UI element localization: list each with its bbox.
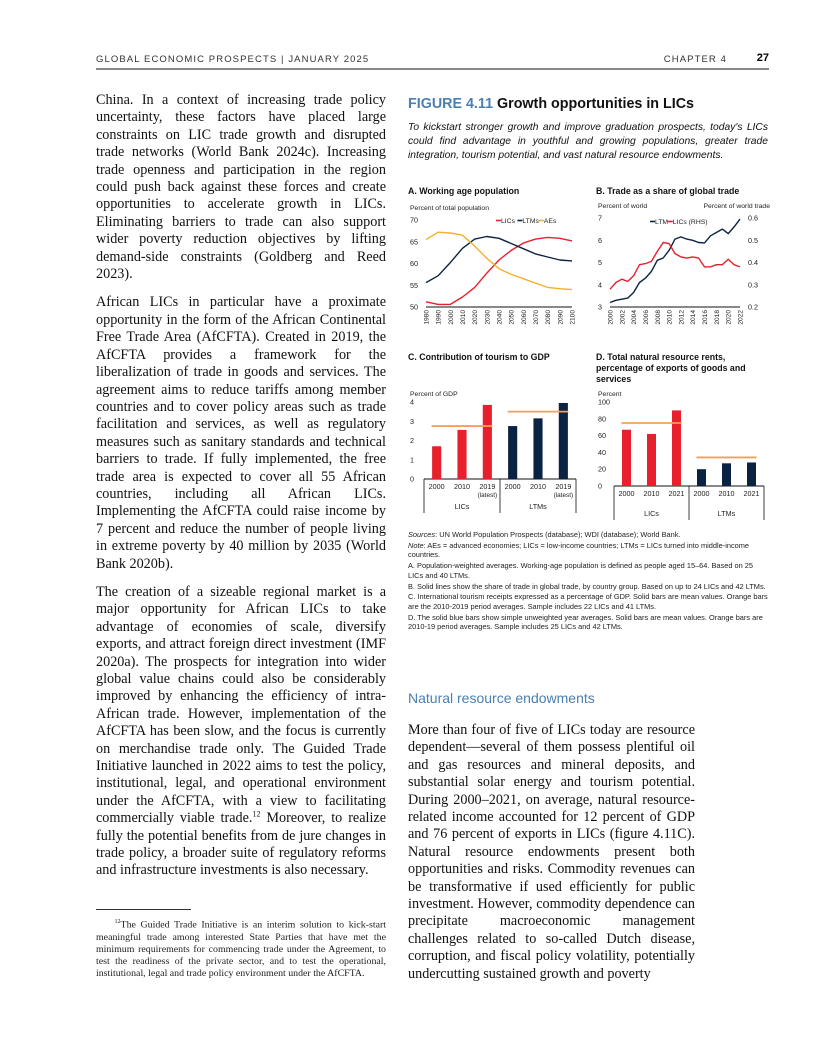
y-tick-label: 4	[598, 280, 602, 290]
legend-label: LTM	[655, 219, 669, 226]
x-tick-label: 2000	[618, 489, 635, 498]
sources-line	[408, 530, 768, 540]
y-tick-label-right: 0.2	[748, 302, 758, 312]
x-tick-label: 2022	[737, 310, 745, 325]
x-tick-sublabel: (latest)	[553, 492, 574, 499]
y-tick-label: 4	[410, 397, 414, 407]
bar-lics-2010	[647, 434, 656, 486]
x-tick-label: 2004	[631, 310, 639, 325]
x-tick-label: 2040	[496, 310, 504, 325]
paragraph: China. In a context of increasing trade policy uncertainty, these factors have placed large constraints on LIC trade growth and disrupted trade networks (World Bank 2024c). Increasing trade openness and participation in the region could push back against these forces and create opportunities to accelerate growth in LICs. Eliminating barriers to trade can also support wider poverty reduction objectives by lifting demand-side constraints (Goldberg and Reed 2023).	[96, 92, 386, 283]
x-tick-label: 2019	[479, 482, 496, 491]
figure-number: FIGURE 4.11	[408, 96, 494, 112]
legend-label: LTMs	[522, 218, 539, 225]
x-tick-label: 2010	[460, 310, 467, 325]
x-tick-label: 2000	[693, 489, 710, 498]
group-label: LICs	[454, 502, 470, 511]
bar-lics-2000	[622, 430, 631, 486]
paragraph-text: Moreover, to realize fully the potential benefits from de jure changes in trade policy, a broader suite of regulatory reforms and infrastructure investments is also necessary.	[96, 810, 386, 879]
figure-title	[408, 96, 694, 112]
group-label: LTMs	[529, 502, 547, 511]
bar-ltms-2000	[508, 426, 517, 479]
series-line-lics-rhs-	[610, 243, 740, 290]
y-tick-label: 0	[598, 481, 602, 491]
y-axis-label: Percent of total population	[410, 205, 489, 212]
x-tick-label: 2019	[555, 482, 572, 491]
bar-lics-2021	[672, 410, 681, 486]
y-tick-label-right: 0.3	[748, 280, 758, 290]
bar-ltms-2021	[747, 462, 756, 486]
y-tick-label: 100	[598, 397, 610, 407]
x-tick-label: 2012	[678, 310, 686, 325]
x-tick-label: 2100	[569, 310, 577, 325]
x-tick-label: 2006	[642, 310, 650, 325]
y-tick-label: 20	[598, 464, 606, 474]
figure-subtitle: To kickstart stronger growth and improve graduation prospects, today's LICs could find advantage in youthful and growing populations, greater trade integration, tourism potential, and vast natural resource endowments.	[408, 122, 768, 161]
bar-lics-2019	[483, 405, 492, 479]
chart-c	[404, 382, 584, 532]
note-c: C. International tourism receipts expressed as a percentage of GDP. Solid bars are mean values. Orange bars are the 2010-2019 period averages. Sample includes 22 LICs and 41 LTMs.	[408, 592, 768, 611]
x-tick-label: 2008	[654, 310, 662, 325]
y-tick-label: 70	[410, 215, 418, 225]
bar-lics-2010	[457, 430, 466, 479]
x-tick-label: 2020	[725, 310, 733, 325]
chapter-label: CHAPTER 4	[663, 54, 727, 65]
section-heading: Natural resource endowments	[408, 690, 595, 706]
x-tick-label: 2080	[545, 310, 553, 325]
x-tick-label: 2070	[533, 310, 540, 325]
x-tick-label: 2090	[557, 310, 565, 325]
x-tick-label: 2018	[713, 310, 721, 325]
left-column	[96, 92, 386, 891]
y-tick-label: 55	[410, 280, 418, 290]
x-tick-label: 2010	[643, 489, 660, 498]
y-tick-label: 7	[598, 213, 602, 223]
x-tick-label: 2016	[702, 310, 710, 325]
x-tick-label: 2021	[668, 489, 685, 498]
y-axis-label: Percent of GDP	[410, 391, 458, 398]
group-label: LTMs	[717, 509, 736, 518]
y-tick-label: 40	[598, 447, 606, 457]
chart-a	[404, 200, 584, 350]
bar-ltms-2010	[533, 418, 542, 479]
x-tick-label: 2000	[607, 310, 615, 325]
panel-b	[596, 186, 771, 325]
panel-c	[408, 352, 583, 511]
x-tick-label: 2010	[454, 482, 470, 491]
sources-text: : UN World Population Prospects (database); WDI (database); World Bank.	[435, 530, 681, 539]
y-tick-label-right: 0.4	[748, 258, 758, 267]
note-label: Note	[408, 540, 424, 550]
note-line	[408, 541, 768, 560]
x-tick-label: 1980	[423, 310, 431, 325]
legend-label: LICs (RHS)	[672, 219, 708, 226]
running-header	[96, 52, 769, 68]
x-tick-label: 2010	[718, 489, 735, 498]
x-tick-label: 2010	[530, 482, 546, 491]
x-tick-label: 2000	[504, 482, 521, 491]
group-label: LICs	[644, 509, 659, 518]
panel-a	[408, 186, 583, 325]
footnote	[96, 916, 386, 980]
footnote-marker: 12	[114, 919, 121, 925]
y-tick-label: 80	[598, 414, 606, 424]
x-tick-label: 2030	[484, 310, 492, 325]
x-tick-label: 2020	[472, 310, 480, 325]
figure-title-text: Growth opportunities in LICs	[497, 96, 694, 112]
y-tick-label: 3	[598, 302, 602, 312]
note-a: A. Population-weighted averages. Working-age population is defined as people aged 15–64. Based on 25 LICs and 40 LTMs.	[408, 561, 754, 580]
y-tick-label: 1	[410, 455, 414, 465]
footnote-text: The Guided Trade Initiative is an interim solution to kick-start meaningful trade among interested State Parties that have met the minimum requirements for commencing trade under the Agreement, to test the readiness of the private sector, and to test the operational, institutional, legal and trade policy environment under the AfCFTA.	[96, 919, 387, 980]
panel-c-title: C. Contribution of tourism to GDP	[408, 352, 550, 362]
panel-d	[596, 352, 768, 518]
y-axis-label-right: Percent of world trade	[703, 203, 770, 210]
y-tick-label: 6	[598, 235, 602, 245]
x-tick-label: 2050	[508, 310, 516, 325]
paragraph	[96, 584, 386, 880]
figure-notes	[408, 530, 768, 633]
paragraph-text: The creation of a sizeable regional market is a major opportunity for African LICs to take advantage of economies of scale, diversify exports, and attract foreign direct investment (IMF 2020a). The prospects for integration into wider global value chains could also be considerably improved by enhancing the efficiency of intra-African trade. However, implementation of the AfCFTA has been slow, and the focus is currently on merchandise trade only. The Guided Trade Initiative launched in 2022 aims to test the policy, institutional, legal, and operational environment under the AfCFTA, with a view to facilitating commercially viable trade.	[96, 583, 386, 827]
y-tick-label: 3	[410, 416, 414, 426]
x-tick-label: 2014	[690, 310, 698, 325]
right-column	[408, 722, 695, 983]
note-b: B. Solid lines show the share of trade in global trade, by country group. Based on up to 24 LICs and 42 LTMs.	[408, 581, 766, 591]
page-number: 27	[756, 52, 769, 64]
running-title: GLOBAL ECONOMIC PROSPECTS | JANUARY 2025	[96, 54, 370, 65]
bar-ltms-2019	[559, 403, 568, 479]
x-tick-label: 1990	[435, 310, 443, 325]
chart-d	[592, 382, 772, 532]
panel-b-title: B. Trade as a share of global trade	[596, 186, 740, 196]
chart-b	[592, 200, 772, 350]
legend-label: LICs	[501, 218, 515, 225]
note-d: D. The solid blue bars show simple unweighted year averages. Solid bars are mean values. Orange bars are 2010-19 period averages. Sample includes 25 LICs and 42 LTMs.	[408, 612, 763, 632]
y-tick-label-right: 0.6	[748, 213, 758, 223]
y-axis-label: Percent	[598, 391, 622, 398]
y-tick-label: 60	[410, 259, 418, 268]
y-tick-label: 0	[410, 474, 414, 484]
y-tick-label: 65	[410, 237, 418, 247]
footnote-reference[interactable]: 12	[252, 809, 261, 819]
paragraph: African LICs in particular have a proximate opportunity in the form of the African Continental Free Trade Area (AfCFTA). Created in 2019, the AfCFTA provides a framework for the liberalization of trade in goods and services. The agreement aims to reduce tariffs among member countries and to cover policy areas such as trade facilitation and services, as well as regulatory measures such as sanitary standards and technical barriers to trade. If fully implemented, the free trade area is expected to cover all 55 African countries, including all African LICs. Implementing the AfCFTA could raise income by 7 percent and reduce the number of people living in extreme poverty by 40 million by 2035 (World Bank 2020b).	[96, 294, 386, 572]
x-tick-label: 2010	[666, 310, 674, 325]
bar-ltms-2000	[697, 469, 706, 486]
x-tick-label: 2002	[619, 310, 627, 325]
series-line-ltm	[610, 219, 740, 302]
y-tick-label-right: 0.5	[748, 235, 758, 245]
bar-lics-2000	[432, 446, 441, 479]
paragraph: More than four of five of LICs today are resource dependent—several of them possess plentiful oil and gas resources and mineral deposits, and substantial solar energy and tourism potential. During 2000–2021, on average, natural resource-related income accounted for 12 percent of GDP and 76 percent of exports in LICs (figure 4.11C). Natural resource endowments present both opportunities and risks. Commodity revenues can be transformative if used efficiently for public investment. However, commodity dependence can precipitate macroeconomic management challenges related to so-called Dutch disease, corruption, and fiscal policy volatility, potentially undercutting sustained growth and poverty	[408, 722, 695, 982]
series-line-lics	[426, 237, 572, 304]
y-tick-label: 2	[410, 436, 414, 445]
note-text: : AEs = advanced economies; LICs = low-income countries; LTMs = LICs turned into middle-income countries.	[408, 540, 750, 560]
header-rule	[96, 68, 769, 70]
x-tick-label: 2060	[520, 310, 528, 325]
sources-label: Sources	[408, 530, 436, 539]
y-axis-label: Percent of world	[598, 203, 648, 210]
y-tick-label: 5	[598, 258, 602, 267]
y-tick-label: 50	[410, 302, 418, 312]
x-tick-sublabel: (latest)	[477, 492, 498, 499]
footnote-rule	[96, 909, 191, 910]
y-tick-label: 60	[598, 431, 606, 441]
bar-ltms-2010	[722, 463, 731, 486]
legend-label: AEs	[543, 218, 557, 225]
x-tick-label: 2000	[447, 310, 455, 325]
x-tick-label: 2021	[743, 489, 760, 498]
x-tick-label: 2000	[428, 482, 445, 491]
panel-a-title: A. Working age population	[408, 186, 520, 196]
panel-d-title: D. Total natural resource rents, percentage of exports of goods and services	[596, 352, 746, 384]
